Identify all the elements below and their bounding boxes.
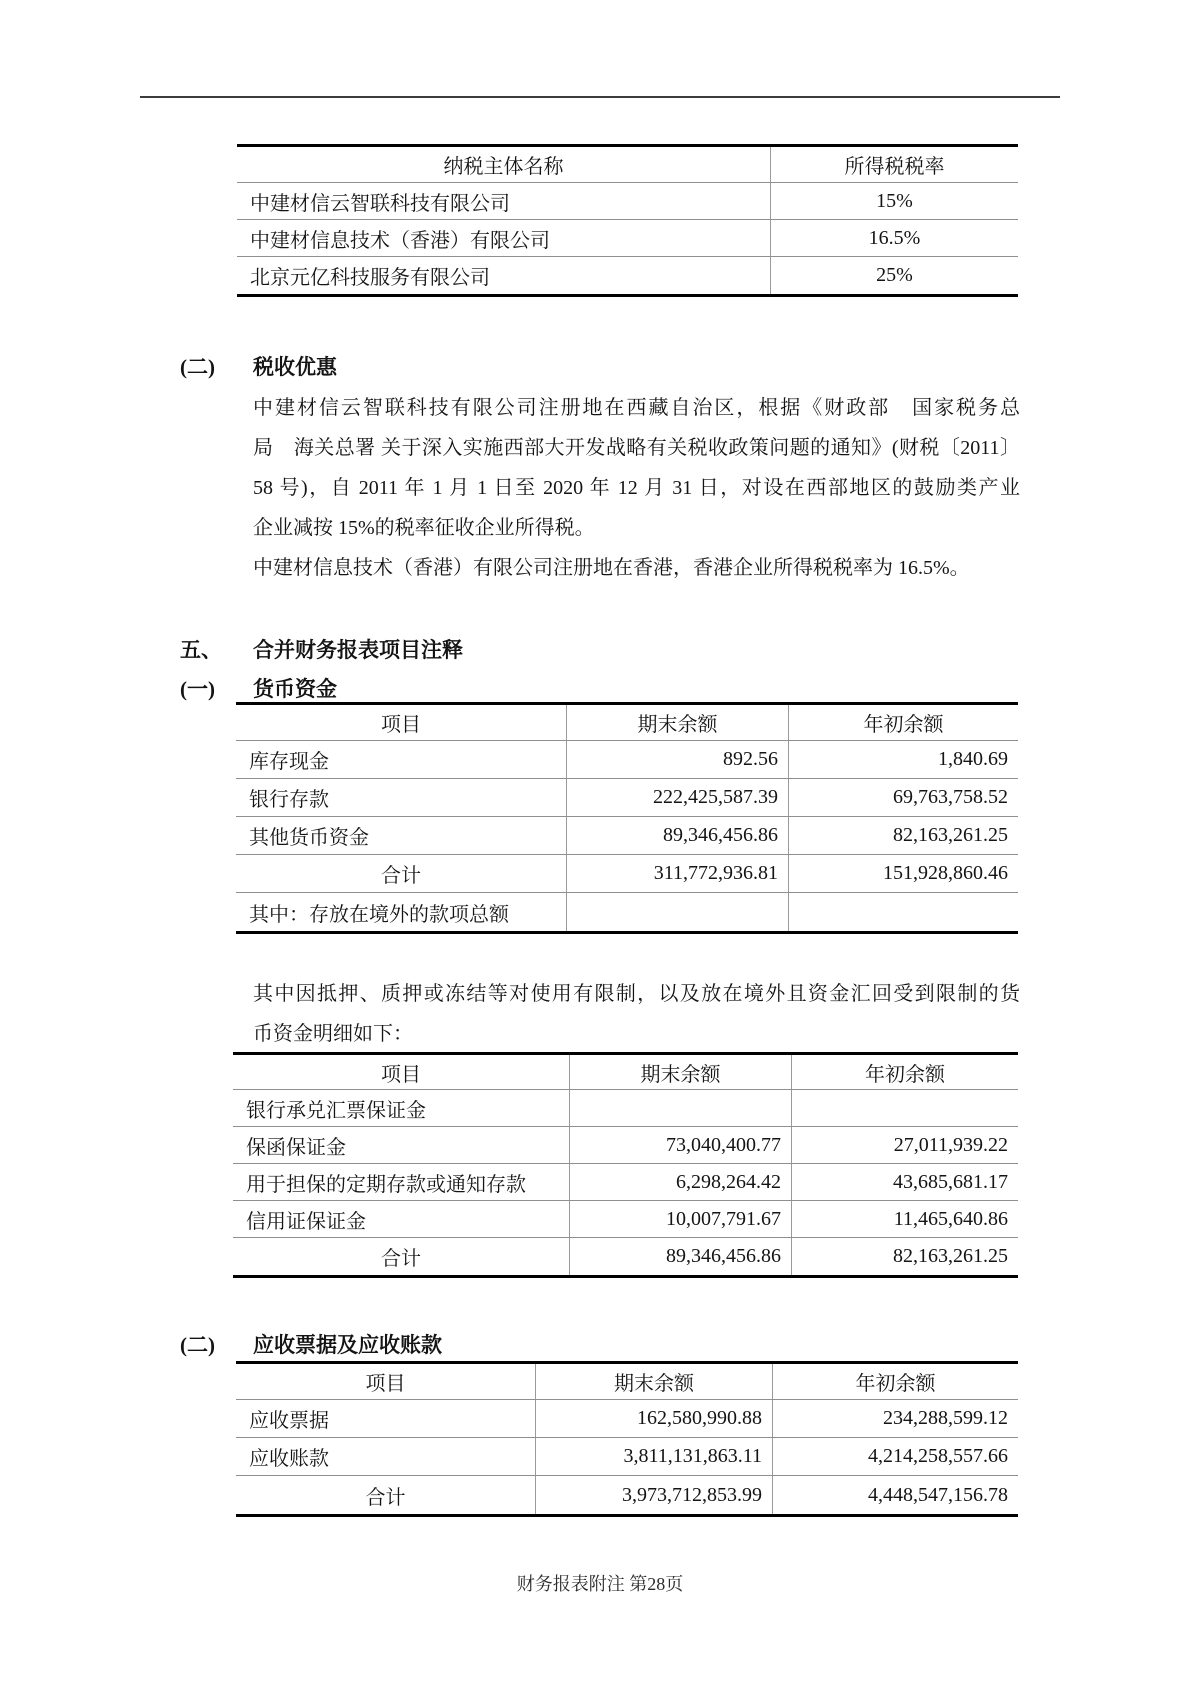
table-cell: 162,580,990.88 [536, 1400, 773, 1437]
table-cell: 其他货币资金 [236, 817, 567, 854]
table-cell: 15% [876, 189, 913, 212]
tax-incentive-paragraph-1 [253, 388, 1020, 548]
monetary-funds-table [236, 702, 1018, 934]
table-header-cell: 期末余额 [567, 705, 789, 740]
table-cell: 1,840.69 [938, 748, 1008, 770]
table-cell: 43,685,681.17 [893, 1170, 1008, 1193]
table-cell: 10,007,791.67 [570, 1201, 792, 1237]
table-row [236, 1476, 1018, 1514]
section-heading-receivables [0, 1329, 1100, 1357]
table-cell: 11,465,640.86 [893, 1207, 1008, 1230]
table-row [233, 1090, 1018, 1127]
table-header-row [233, 1055, 1018, 1090]
section-heading-monetary-funds [0, 673, 1100, 701]
table-header-cell: 年初余额 [863, 714, 944, 736]
table-cell: 892.56 [567, 741, 789, 778]
table-cell: 合计 [233, 1238, 570, 1275]
section-label: 五、 [180, 638, 222, 662]
table-row [236, 817, 1018, 855]
table-row [233, 1127, 1018, 1164]
table-cell: 222,425,587.39 [567, 779, 789, 816]
section-label: (二) [180, 1333, 215, 1357]
section-title: 合并财务报表项目注释 [253, 638, 463, 662]
paragraph-line: 企业减按 15%的税率征收企业所得税。 [253, 517, 595, 539]
table-cell: 合计 [236, 1476, 536, 1514]
table-cell: 6,298,264.42 [570, 1164, 792, 1200]
table-row [237, 220, 1018, 257]
table-cell [789, 893, 1018, 931]
table-cell: 25% [876, 264, 913, 286]
section-label: (一) [180, 677, 215, 701]
table-cell: 16.5% [868, 226, 921, 249]
table-header-cell: 项目 [236, 705, 567, 740]
paragraph-line: 币资金明细如下： [253, 1023, 413, 1045]
table-header-cell: 所得税税率 [844, 156, 945, 178]
table-cell: 银行存款 [236, 779, 567, 816]
table-cell [567, 893, 789, 931]
table-cell: 应收账款 [236, 1438, 536, 1475]
table-cell: 其中：存放在境外的款项总额 [236, 893, 567, 931]
table-cell: 311,772,936.81 [567, 855, 789, 892]
table-cell: 保函保证金 [233, 1127, 570, 1163]
table-header-row [236, 1364, 1018, 1400]
table-cell [570, 1090, 792, 1126]
table-cell: 234,288,599.12 [883, 1407, 1008, 1429]
table-header-cell: 期末余额 [536, 1364, 773, 1399]
table-row [236, 893, 1018, 931]
table-row [236, 855, 1018, 893]
tax-incentive-paragraph-2 [253, 548, 1020, 588]
table-row [233, 1164, 1018, 1201]
table-cell: 27,011,939.22 [893, 1133, 1008, 1156]
table-row [236, 741, 1018, 779]
table-row [236, 1400, 1018, 1438]
table-row [233, 1201, 1018, 1238]
table-cell: 82,163,261.25 [893, 824, 1008, 846]
paragraph-line: 中建材信息技术（香港）有限公司注册地在香港，香港企业所得税税率为 16.5%。 [253, 557, 970, 579]
section-title: 应收票据及应收账款 [253, 1333, 442, 1357]
section-title: 货币资金 [253, 677, 337, 701]
table-cell: 82,163,261.25 [893, 1245, 1008, 1267]
table-cell: 3,973,712,853.99 [536, 1476, 773, 1514]
table-header-cell: 年初余额 [855, 1373, 936, 1395]
table-cell: 73,040,400.77 [570, 1127, 792, 1163]
page-footer: 财务报表附注 第28页 [516, 1574, 684, 1594]
table-row [233, 1238, 1018, 1275]
restricted-funds-note [253, 974, 1020, 1054]
table-cell: 北京元亿科技服务有限公司 [237, 257, 771, 294]
receivables-table [236, 1361, 1018, 1517]
table-cell: 中建材信息技术（香港）有限公司 [237, 220, 771, 256]
table-cell: 信用证保证金 [233, 1201, 570, 1237]
table-cell [792, 1090, 1018, 1126]
table-cell: 4,214,258,557.66 [868, 1445, 1008, 1467]
table-header-cell: 纳税主体名称 [237, 147, 771, 182]
paragraph-line: 其中因抵押、质押或冻结等对使用有限制，以及放在境外且资金汇回受到限制的货 [253, 983, 1020, 1005]
table-header-cell: 项目 [233, 1055, 570, 1089]
table-row [237, 183, 1018, 220]
table-header-cell: 年初余额 [865, 1063, 945, 1086]
section-heading-notes [0, 634, 1100, 662]
table-cell: 合计 [236, 855, 567, 892]
table-cell: 4,448,547,156.78 [868, 1483, 1008, 1506]
table-cell: 89,346,456.86 [570, 1238, 792, 1275]
restricted-funds-table [233, 1052, 1018, 1278]
section-title: 税收优惠 [253, 355, 337, 379]
paragraph-line: 58 号)，自 2011 年 1 月 1 日至 2020 年 12 月 31 日，对设在西部地区的鼓励类产业 [253, 477, 1020, 499]
table-cell: 3,811,131,863.11 [536, 1438, 773, 1475]
table-cell: 151,928,860.46 [883, 862, 1008, 884]
paragraph-line: 局 海关总署 关于深入实施西部大开发战略有关税收政策问题的通知》(财税〔2011〕 [253, 437, 1020, 459]
section-heading-tax-incentive [0, 351, 1100, 379]
table-row [237, 257, 1018, 294]
table-header-row [237, 147, 1018, 183]
table-cell: 应收票据 [236, 1400, 536, 1437]
table-header-cell: 项目 [236, 1364, 536, 1399]
paragraph-line: 中建材信云智联科技有限公司注册地在西藏自治区，根据《财政部 国家税务总 [253, 397, 1020, 419]
table-cell: 89,346,456.86 [567, 817, 789, 854]
table-cell: 69,763,758.52 [893, 786, 1008, 808]
table-header-row [236, 705, 1018, 741]
table-row [236, 779, 1018, 817]
table-cell: 银行承兑汇票保证金 [233, 1090, 570, 1126]
table-row [236, 1438, 1018, 1476]
table-cell: 用于担保的定期存款或通知存款 [233, 1164, 570, 1200]
table-cell: 库存现金 [236, 741, 567, 778]
table-header-cell: 期末余额 [570, 1055, 792, 1089]
section-label: (二) [180, 355, 215, 379]
table-cell: 中建材信云智联科技有限公司 [237, 183, 771, 219]
tax-rate-table [237, 144, 1018, 297]
page-header-rule [140, 96, 1060, 98]
